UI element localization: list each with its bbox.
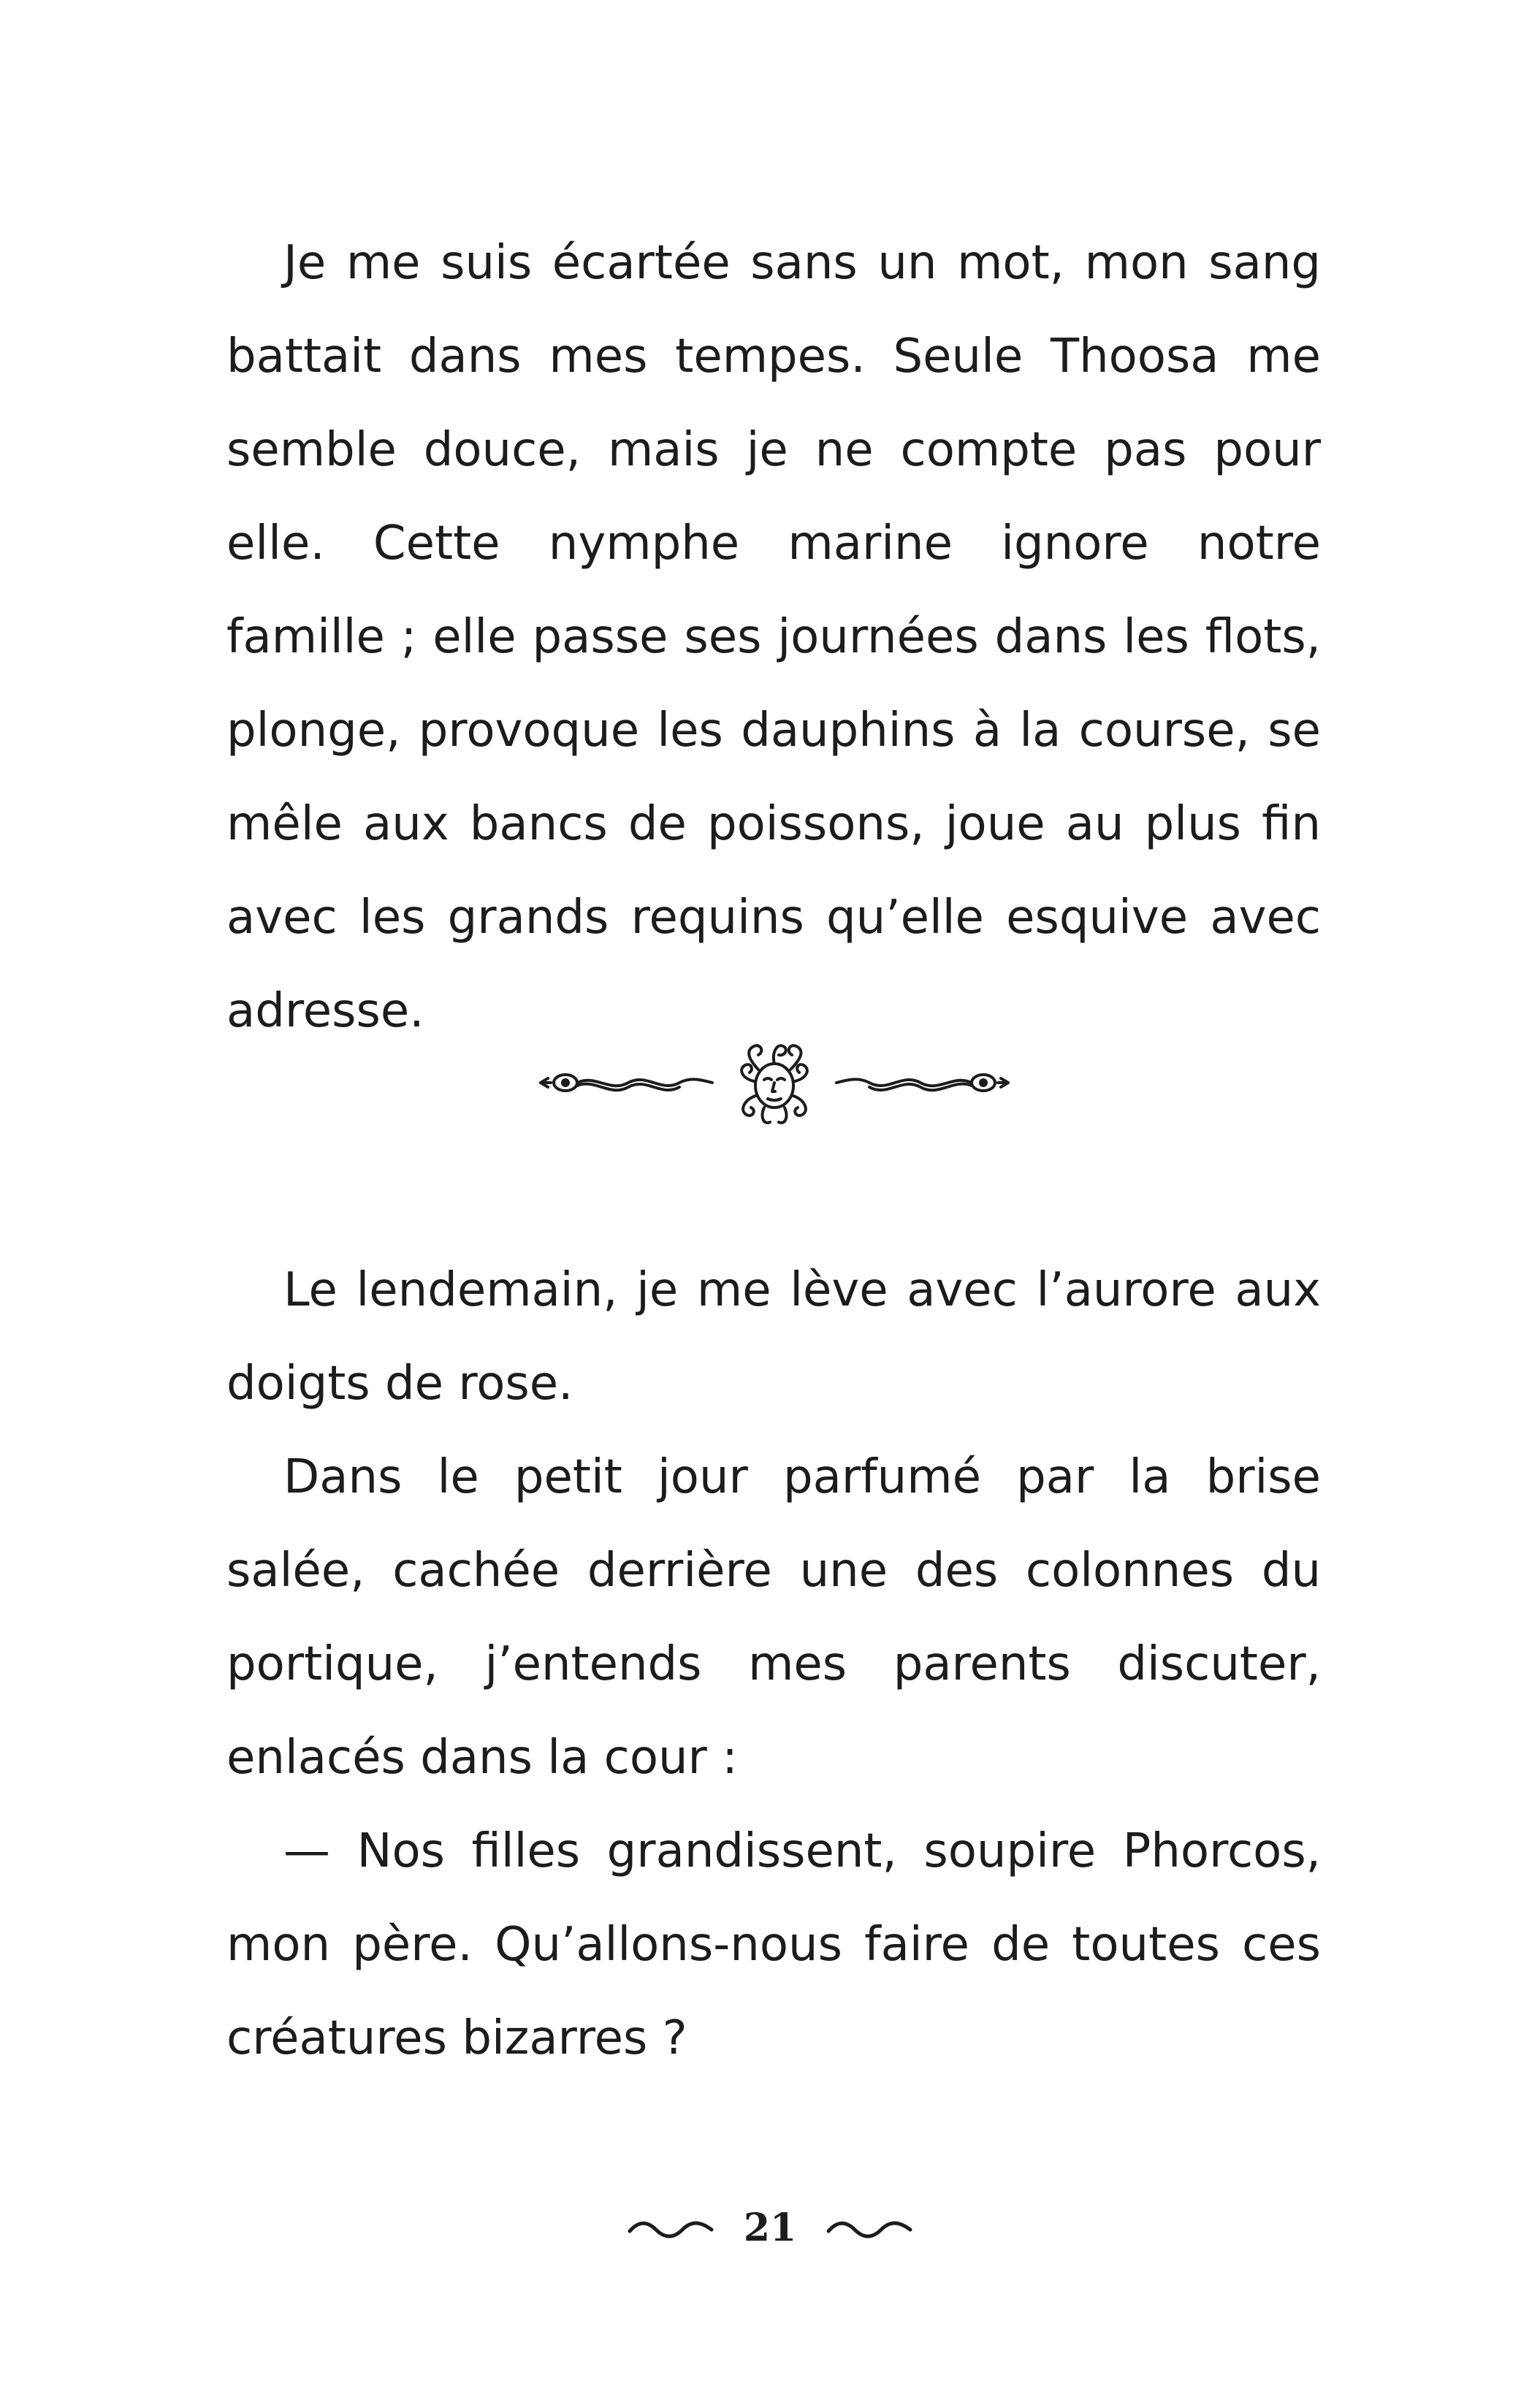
wave-icon: [627, 2214, 714, 2243]
text-section-2: [226, 1243, 1321, 2085]
page-footer: [0, 2192, 1540, 2265]
paragraph: Je me suis écartée sans un mot, mon sang battait dans mes tempes. Seule Thoosa me semble douce, mais je ne compte pas pour elle. Cette nymphe marine ignore notre famille ; elle passe ses journées dans les flots, plonge, provoque les dauphins à la course, se mêle aux bancs de poissons, joue au plus fin avec les grands requins qu’elle esquive avec adresse.: [226, 236, 1321, 1038]
paragraph: Le lendemain, je me lève avec l’aurore aux doigts de rose.: [226, 1263, 1321, 1411]
page-number: 21: [743, 2206, 797, 2250]
wave-icon: [826, 2214, 913, 2243]
medusa-ornament-icon: [526, 1037, 1023, 1132]
text-section-1: [226, 216, 1321, 1058]
paragraph: — Nos filles grandissent, soupire Phorcos, mon père. Qu’allons-nous faire de toutes ces créatures bizarres ?: [226, 1824, 1321, 2065]
paragraph: Dans le petit jour parfumé par la brise salée, cachée derrière une des colonnes du portique, j’entends mes parents discuter, enlacés dans la cour :: [226, 1450, 1321, 1785]
